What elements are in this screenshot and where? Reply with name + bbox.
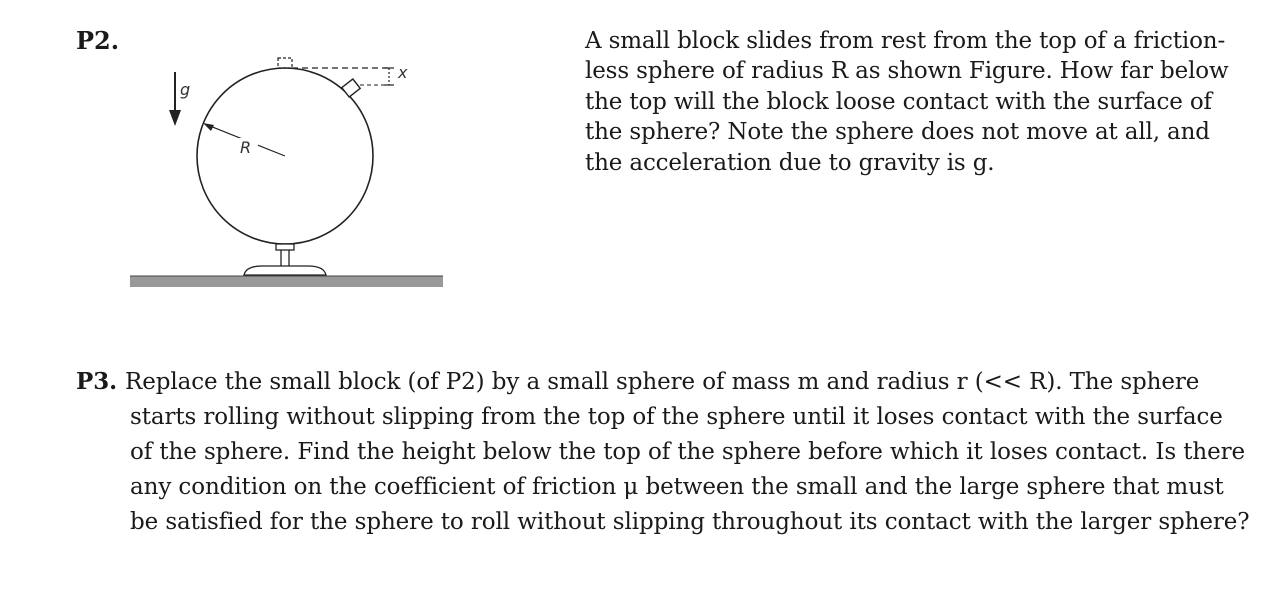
problem-p2-text bbox=[585, 26, 1229, 178]
radius-label: R bbox=[240, 138, 252, 157]
problem-p3 bbox=[76, 364, 1250, 540]
p3-line: of the sphere. Find the height below the top of the sphere before which it loses contact. Is there bbox=[130, 439, 1246, 465]
displacement-label: x bbox=[398, 63, 408, 82]
p3-line: be satisfied for the sphere to roll without slipping throughout its contact with the larger sphere? bbox=[130, 509, 1250, 535]
p3-line: any condition on the coefficient of friction μ between the small and the large sphere that must bbox=[130, 474, 1224, 500]
problem-p2-label: P2. bbox=[76, 26, 120, 55]
p2-line: less sphere of radius R as shown Figure. How far below bbox=[585, 58, 1229, 85]
p2-line: the acceleration due to gravity is g. bbox=[585, 149, 995, 176]
sliding-block bbox=[342, 79, 360, 97]
p3-line: Replace the small block (of P2) by a small sphere of mass m and radius r (<< R). The sphere bbox=[125, 369, 1200, 395]
gravity-label: g bbox=[180, 80, 191, 99]
p2-line: A small block slides from rest from the top of a friction- bbox=[585, 28, 1226, 54]
ground bbox=[130, 276, 443, 287]
p3-first-row bbox=[76, 364, 1200, 400]
p3-line: starts rolling without slipping from the top of the sphere until it loses contact with the surface bbox=[130, 404, 1223, 430]
p2-line: the top will the block loose contact with the surface of bbox=[585, 88, 1212, 115]
p2-line: the sphere? Note the sphere does not move at all, and bbox=[585, 119, 1210, 146]
sphere-figure bbox=[0, 0, 460, 300]
displacement-bracket bbox=[384, 68, 394, 85]
block-initial-position bbox=[278, 58, 292, 68]
problem-p3-label: P3. bbox=[76, 368, 118, 395]
sphere-stand bbox=[244, 244, 326, 275]
